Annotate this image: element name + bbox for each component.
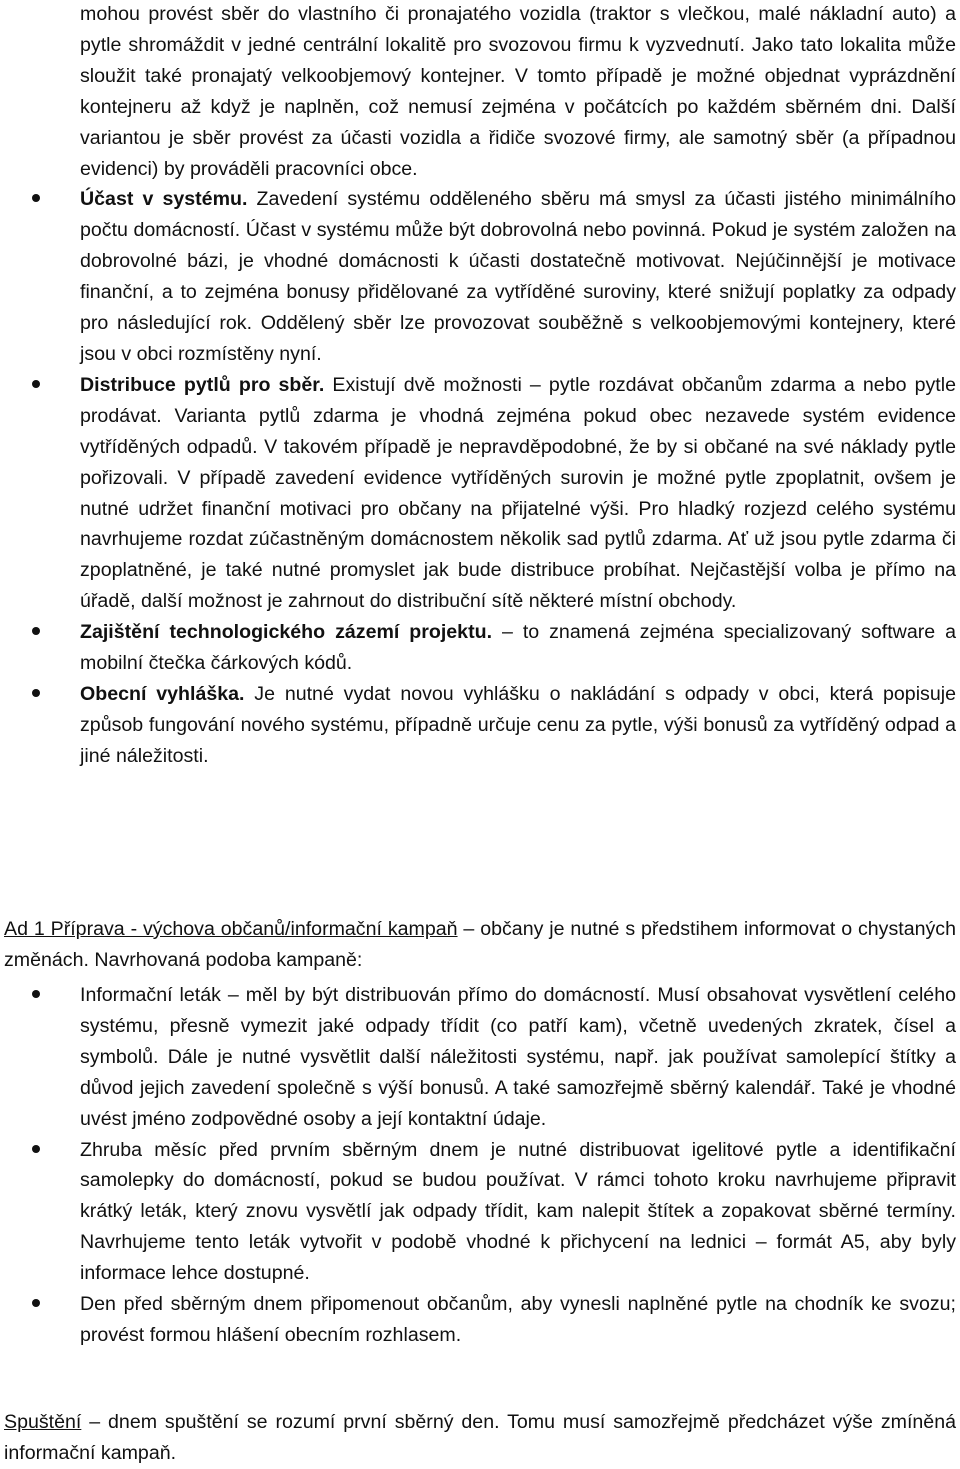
- launch-section-link[interactable]: Spuštění: [4, 1411, 82, 1433]
- list-item-body: Existují dvě možnosti – pytle rozdávat občanům zdarma a nebo pytle prodávat. Varianta pytlů zdarma je vhodná zejména pokud obec nezavede systém evidence vytříděných odpadů. V takovém případě je nepravděpodobné, že by si občané na své náklady pytle pořizovali. V případě zavedení evidence vytříděných surovin je možné pytle zpoplatnit, ovšem je nutné udržet finanční motivaci pro občany na přijatelné výši. Pro hladký rozjezd celého systému navrhujeme rozdat zúčastněným domácnostem několik sad pytlů zdarma. Ať už jsou pytle zdarma či zpoplatněné, je také nutné promyslet jak bude distribuce probíhat. Nejčastější volba je přímo na úřadě, další možnost je zahrnout do distribuční sítě některé místní obchody.: [80, 373, 957, 613]
- launch-paragraph: [4, 1407, 956, 1469]
- list-item: [0, 1135, 960, 1290]
- list-item: [0, 980, 960, 1135]
- bullet-icon: [32, 689, 40, 697]
- bullet-icon: [32, 1299, 40, 1307]
- list-item-text: [80, 0, 956, 184]
- list-item: [0, 184, 960, 369]
- list-item-text: [80, 617, 956, 679]
- list-item: [0, 679, 960, 772]
- bullet-icon: [32, 990, 40, 998]
- list-item-text: Den před sběrným dnem připomenout občanům, aby vynesli naplněné pytle na chodník ke svozu; provést formou hlášení obecním rozhlasem.: [80, 1293, 956, 1346]
- list-item-text: [80, 184, 956, 369]
- campaign-intro-text: – občany je nutné s předstihem informovat o chystaných změnách. Navrhovaná podoba kampaně:: [4, 918, 956, 971]
- list-item: [0, 0, 960, 184]
- bullet-icon: [32, 1145, 40, 1153]
- bullet-icon: [32, 380, 40, 388]
- launch-text: – dnem spuštění se rozumí první sběrný den. Tomu musí samozřejmě předcházet výše zmíněná informační kampaň.: [4, 1411, 956, 1464]
- bullet-icon: [32, 194, 40, 202]
- list-item: [0, 370, 960, 617]
- list-item: [0, 617, 960, 679]
- list-item-heading: Distribuce pytlů pro sběr.: [80, 373, 325, 396]
- list-item-heading: Účast v systému.: [80, 188, 248, 211]
- list-item-body: mohou provést sběr do vlastního či pronajatého vozidla (traktor s vlečkou, malé nákladní auto) a pytle shromáždit v jedné centrální lokalitě pro svozovou firmu k vyzvednutí. Jako tato lokalita může sloužit také pronajatý velkoobjemový kontejner. V tomto případě je možné objednat vyprázdnění kontejneru až když je naplněn, což nemusí zejména v počátcích po každém sběrném dni. Další variantou je sběr provést za účasti vozidla a řidiče svozové firmy, ale samotný sběr (a případnou evidenci) by prováděli pracovníci obce.: [80, 3, 956, 180]
- list-item-heading: Zajištění technologického zázemí projektu.: [80, 621, 493, 644]
- list-item-text: [80, 679, 956, 772]
- list-item-text: Informační leták – měl by být distribuován přímo do domácností. Musí obsahovat vysvětlení celého systému, přesně vymezit jaké odpady třídit (co patří kam), včetně uvedených zkratek, čísel a symbolů. Dále je nutné vysvětlit další náležitosti systému, např. jak používat samolepící štítky a důvod jejich zavedení společně s výší bonusů. A také samozřejmě sběrný kalendář. Také je vhodné uvést jméno zodpovědné osoby a její kontaktní údaje.: [80, 984, 956, 1130]
- campaign-section-link[interactable]: Ad 1 Příprava - výchova občanů/informační kampaň: [4, 918, 458, 940]
- list-item-body: Zavedení systému odděleného sběru má smysl za účasti jistého minimálního počtu domácností. Účast v systému může být dobrovolná nebo povinná. Pokud je systém založen na dobrovolné bázi, je vhodné domácnosti k účasti dostatečně motivovat. Nejúčinnější je motivace finanční, a to zejména bonusy přidělované za vytříděné suroviny, které snižují poplatky za odpady pro následující rok. Oddělený sběr lze provozovat souběžně s velkoobjemovými kontejnery, které jsou v obci rozmístěny nyní.: [80, 188, 956, 365]
- list-item-heading: Obecní vyhláška.: [80, 682, 245, 705]
- campaign-bullet-list: [0, 980, 960, 1351]
- bullet-icon: [32, 627, 40, 635]
- campaign-intro-paragraph: [4, 914, 956, 976]
- list-item-text: [80, 370, 956, 617]
- list-item: [0, 1289, 960, 1351]
- list-item-text: Zhruba měsíc před prvním sběrným dnem je nutné distribuovat igelitové pytle a identifikační samolepky do domácností, pokud se budou používat. V rámci tohoto kroku navrhujeme připravit krátký leták, který znovu vysvětlí jak odpady třídit, kam nalepit štítek a zopakovat sběrné termíny. Navrhujeme tento leták vytvořit v podobě vhodné k přichycení na lednici – formát A5, aby byly informace lehce dostupné.: [80, 1138, 956, 1285]
- list-item-body: – to znamená zejména specializovaný software a mobilní čtečka čárkových kódů.: [80, 621, 956, 675]
- list-item-body: Je nutné vydat novou vyhlášku o nakládání s odpady v obci, která popisuje způsob fungování nového systému, případně určuje cenu za pytle, výši bonusů za vytříděný odpad a jiné náležitosti.: [80, 682, 956, 767]
